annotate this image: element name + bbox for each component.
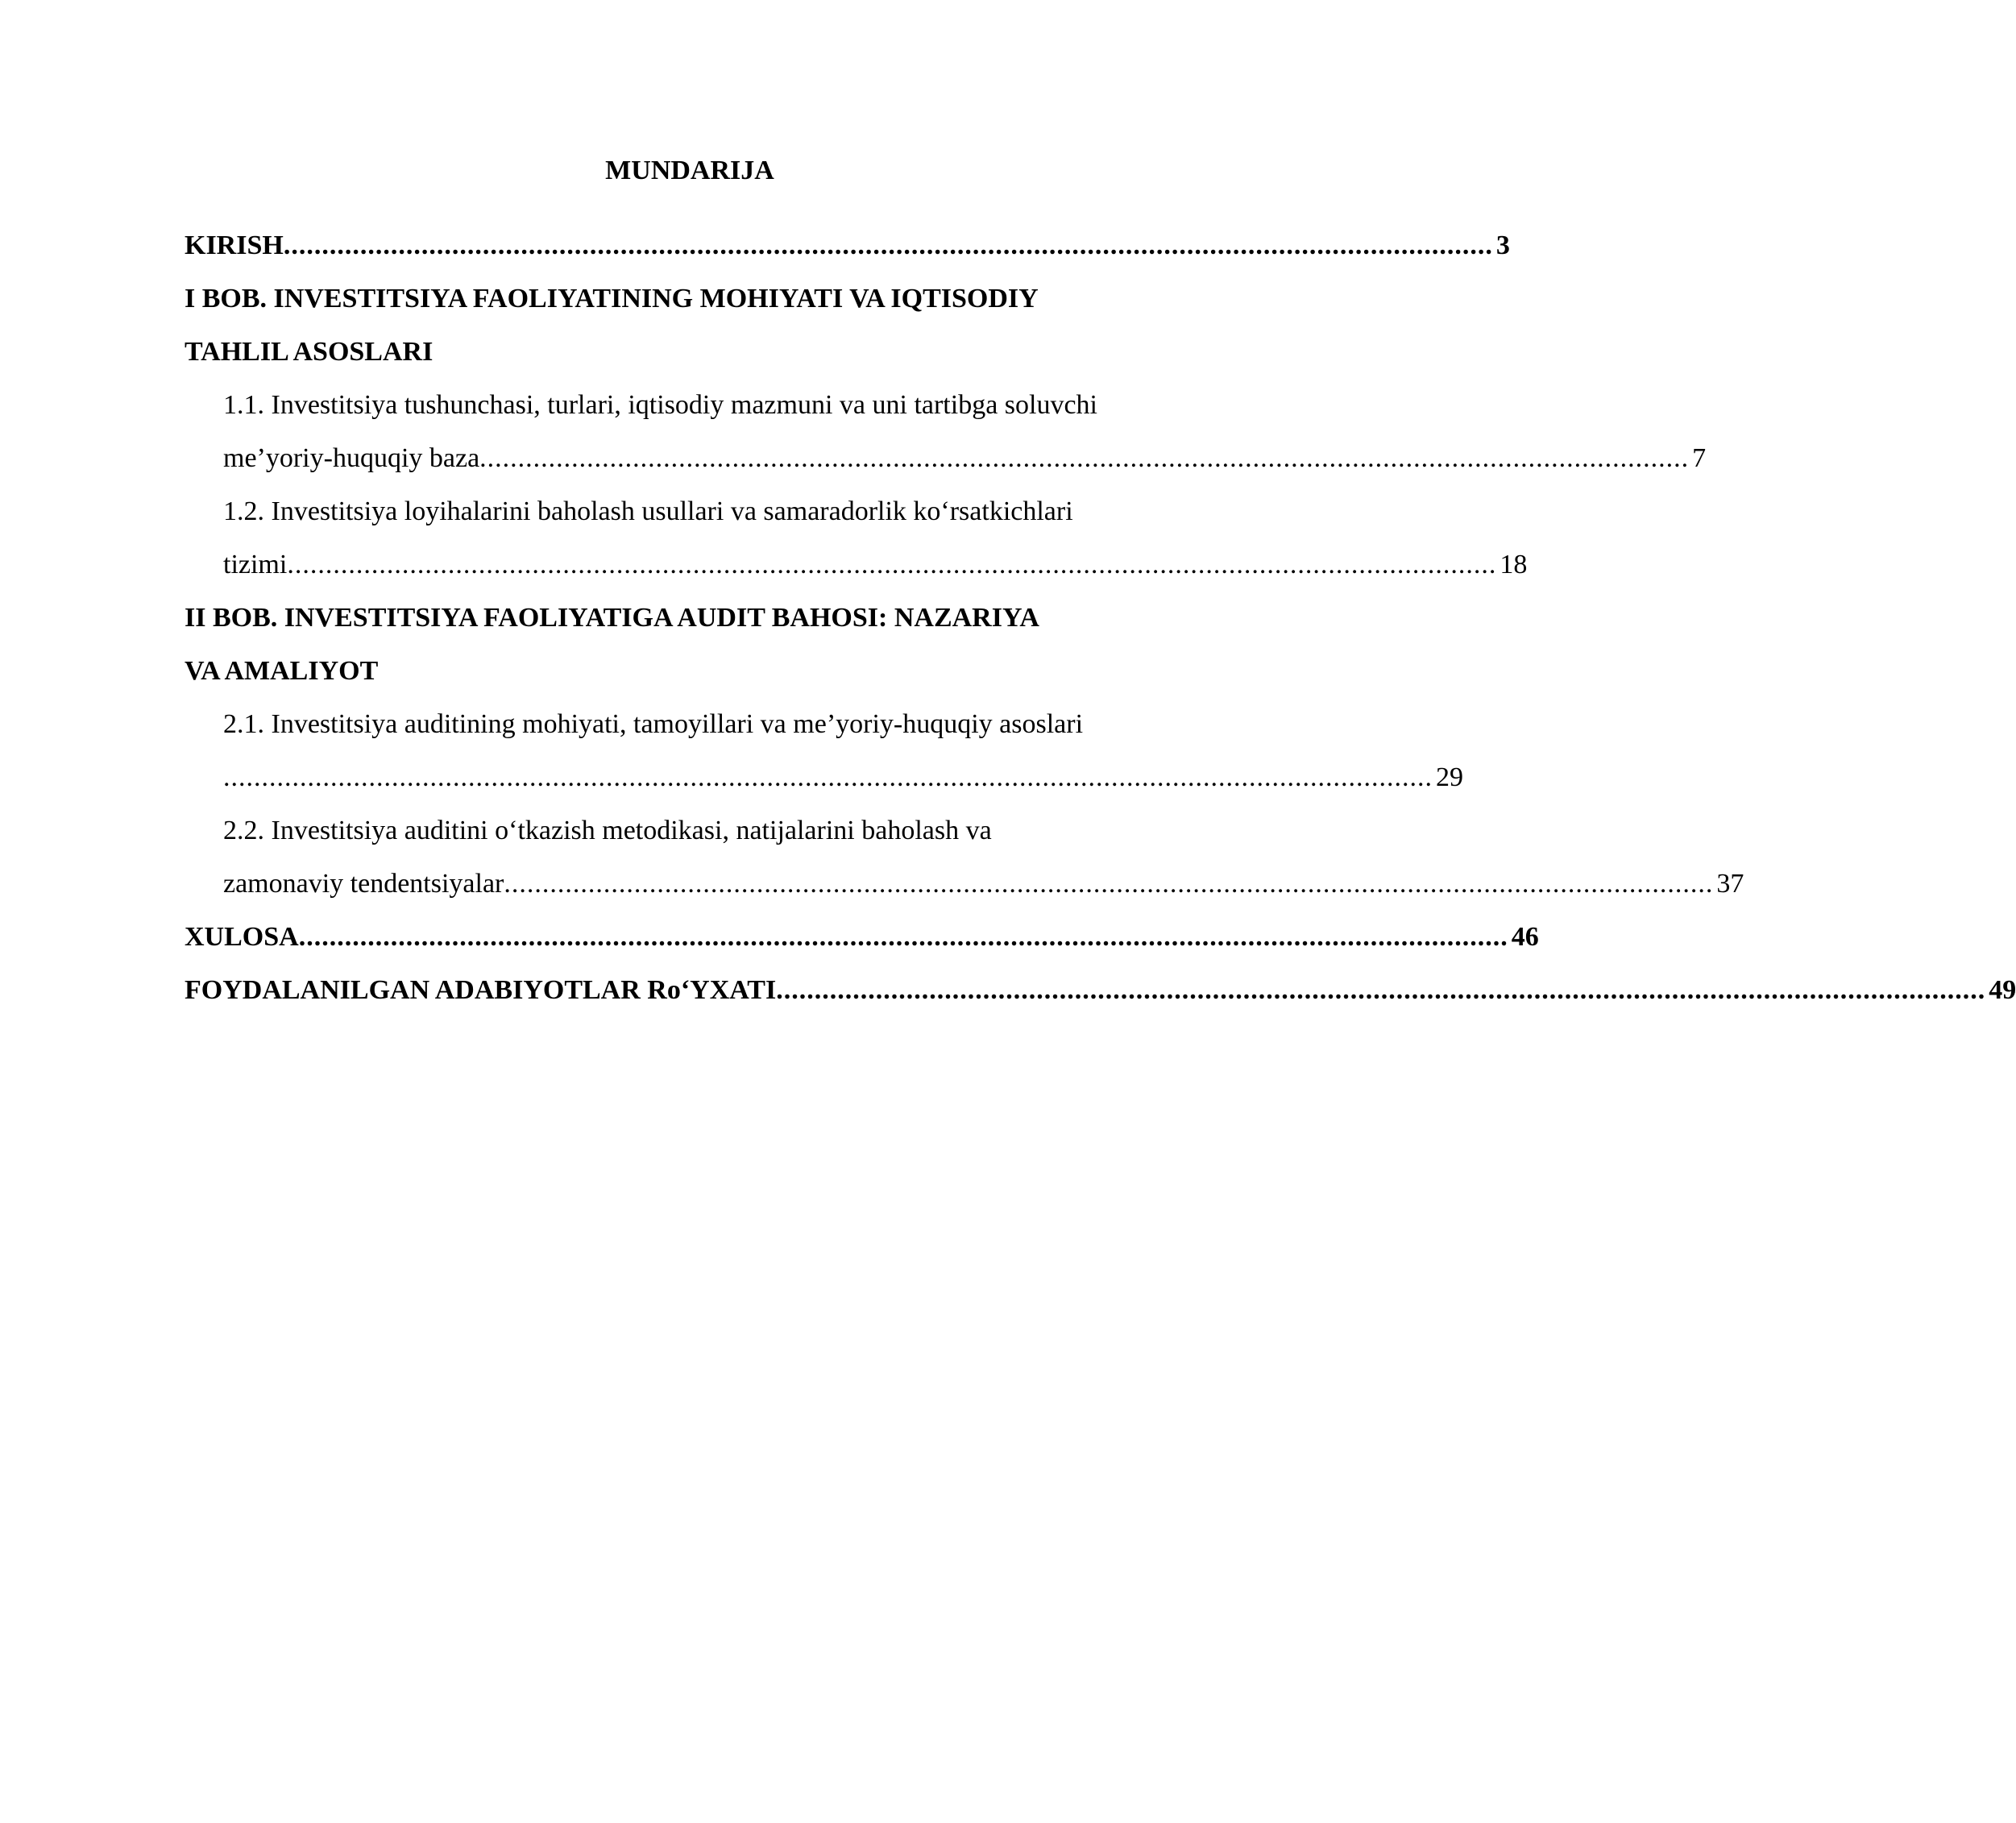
dot-leader: .............................................................................................................................................................. (298, 922, 1508, 952)
toc-chapter-1-line1[interactable] (185, 272, 1208, 326)
dot-leader: .............................................................................................................................................................. (223, 762, 1433, 792)
toc-section-2-2-line1[interactable] (223, 804, 1208, 858)
toc-chapter-2-line1[interactable] (185, 592, 1208, 645)
toc-entry-label: 2.2. Investitsiya auditini o‘tkazish metodikasi, natijalarini baholash va (223, 816, 992, 845)
toc-page-number: 29 (1436, 762, 1463, 792)
toc-entry-label: XULOSA (185, 922, 299, 952)
toc-entry-label: TAHLIL ASOSLARI (185, 337, 433, 367)
toc-page-number: 18 (1500, 550, 1528, 579)
toc-section-1-1-line2[interactable] (223, 432, 1707, 485)
dot-leader: .............................................................................................................................................................. (283, 230, 1493, 260)
toc-entry-label: 2.1. Investitsiya auditining mohiyati, tamoyillari va me’yoriy-huquqiy asoslari (223, 709, 1084, 739)
toc-entry-label: me’yoriy-huquqiy baza (223, 443, 480, 473)
dot-leader: .............................................................................................................................................................. (287, 550, 1497, 579)
toc-section-1-2-line1[interactable] (223, 485, 1208, 538)
dot-leader: .............................................................................................................................................................. (776, 975, 1986, 1005)
toc-page-number: 49 (1989, 975, 2016, 1005)
toc-entry-adabiyotlar[interactable] (185, 964, 2016, 1017)
toc-page-number: 37 (1716, 869, 1744, 899)
dot-leader: .............................................................................................................................................................. (504, 869, 1714, 899)
toc-entry-label: 1.1. Investitsiya tushunchasi, turlari, iqtisodiy mazmuni va uni tartibga soluvchi (223, 390, 1097, 420)
toc-chapter-1-line2[interactable] (185, 326, 1208, 379)
toc-entry-label: zamonaviy tendentsiyalar (223, 869, 504, 899)
toc-entry-xulosa[interactable] (185, 911, 1539, 964)
toc-entry-label: KIRISH (185, 230, 284, 260)
toc-page-number: 46 (1511, 922, 1539, 952)
dot-leader: .............................................................................................................................................................. (479, 443, 1690, 473)
table-of-contents (185, 219, 2016, 1017)
toc-entry-kirish[interactable] (185, 219, 1510, 272)
toc-section-1-2-line2[interactable] (223, 538, 1528, 592)
toc-entry-label: II BOB. INVESTITSIYA FAOLIYATIGA AUDIT BAHOSI: NAZARIYA (185, 603, 1039, 633)
toc-section-1-1-line1[interactable] (223, 379, 1208, 432)
toc-section-2-1-line2[interactable] (223, 751, 1463, 804)
toc-entry-label: tizimi (223, 550, 288, 579)
toc-entry-label: I BOB. INVESTITSIYA FAOLIYATINING MOHIYATI VA IQTISODIY (185, 284, 1039, 314)
toc-chapter-2-line2[interactable] (185, 645, 1208, 698)
toc-section-2-1-line1[interactable] (223, 698, 1208, 751)
toc-title: MUNDARIJA (605, 156, 774, 185)
toc-entry-label: FOYDALANILGAN ADABIYOTLAR Ro‘YXATI (185, 975, 777, 1005)
toc-page-number: 7 (1692, 443, 1707, 473)
toc-section-2-2-line2[interactable] (223, 858, 1744, 911)
toc-entry-label: VA AMALIYOT (185, 656, 379, 686)
toc-entry-label: 1.2. Investitsiya loyihalarini baholash usullari va samaradorlik ko‘rsatkichlari (223, 496, 1073, 526)
toc-page-number: 3 (1495, 230, 1510, 260)
